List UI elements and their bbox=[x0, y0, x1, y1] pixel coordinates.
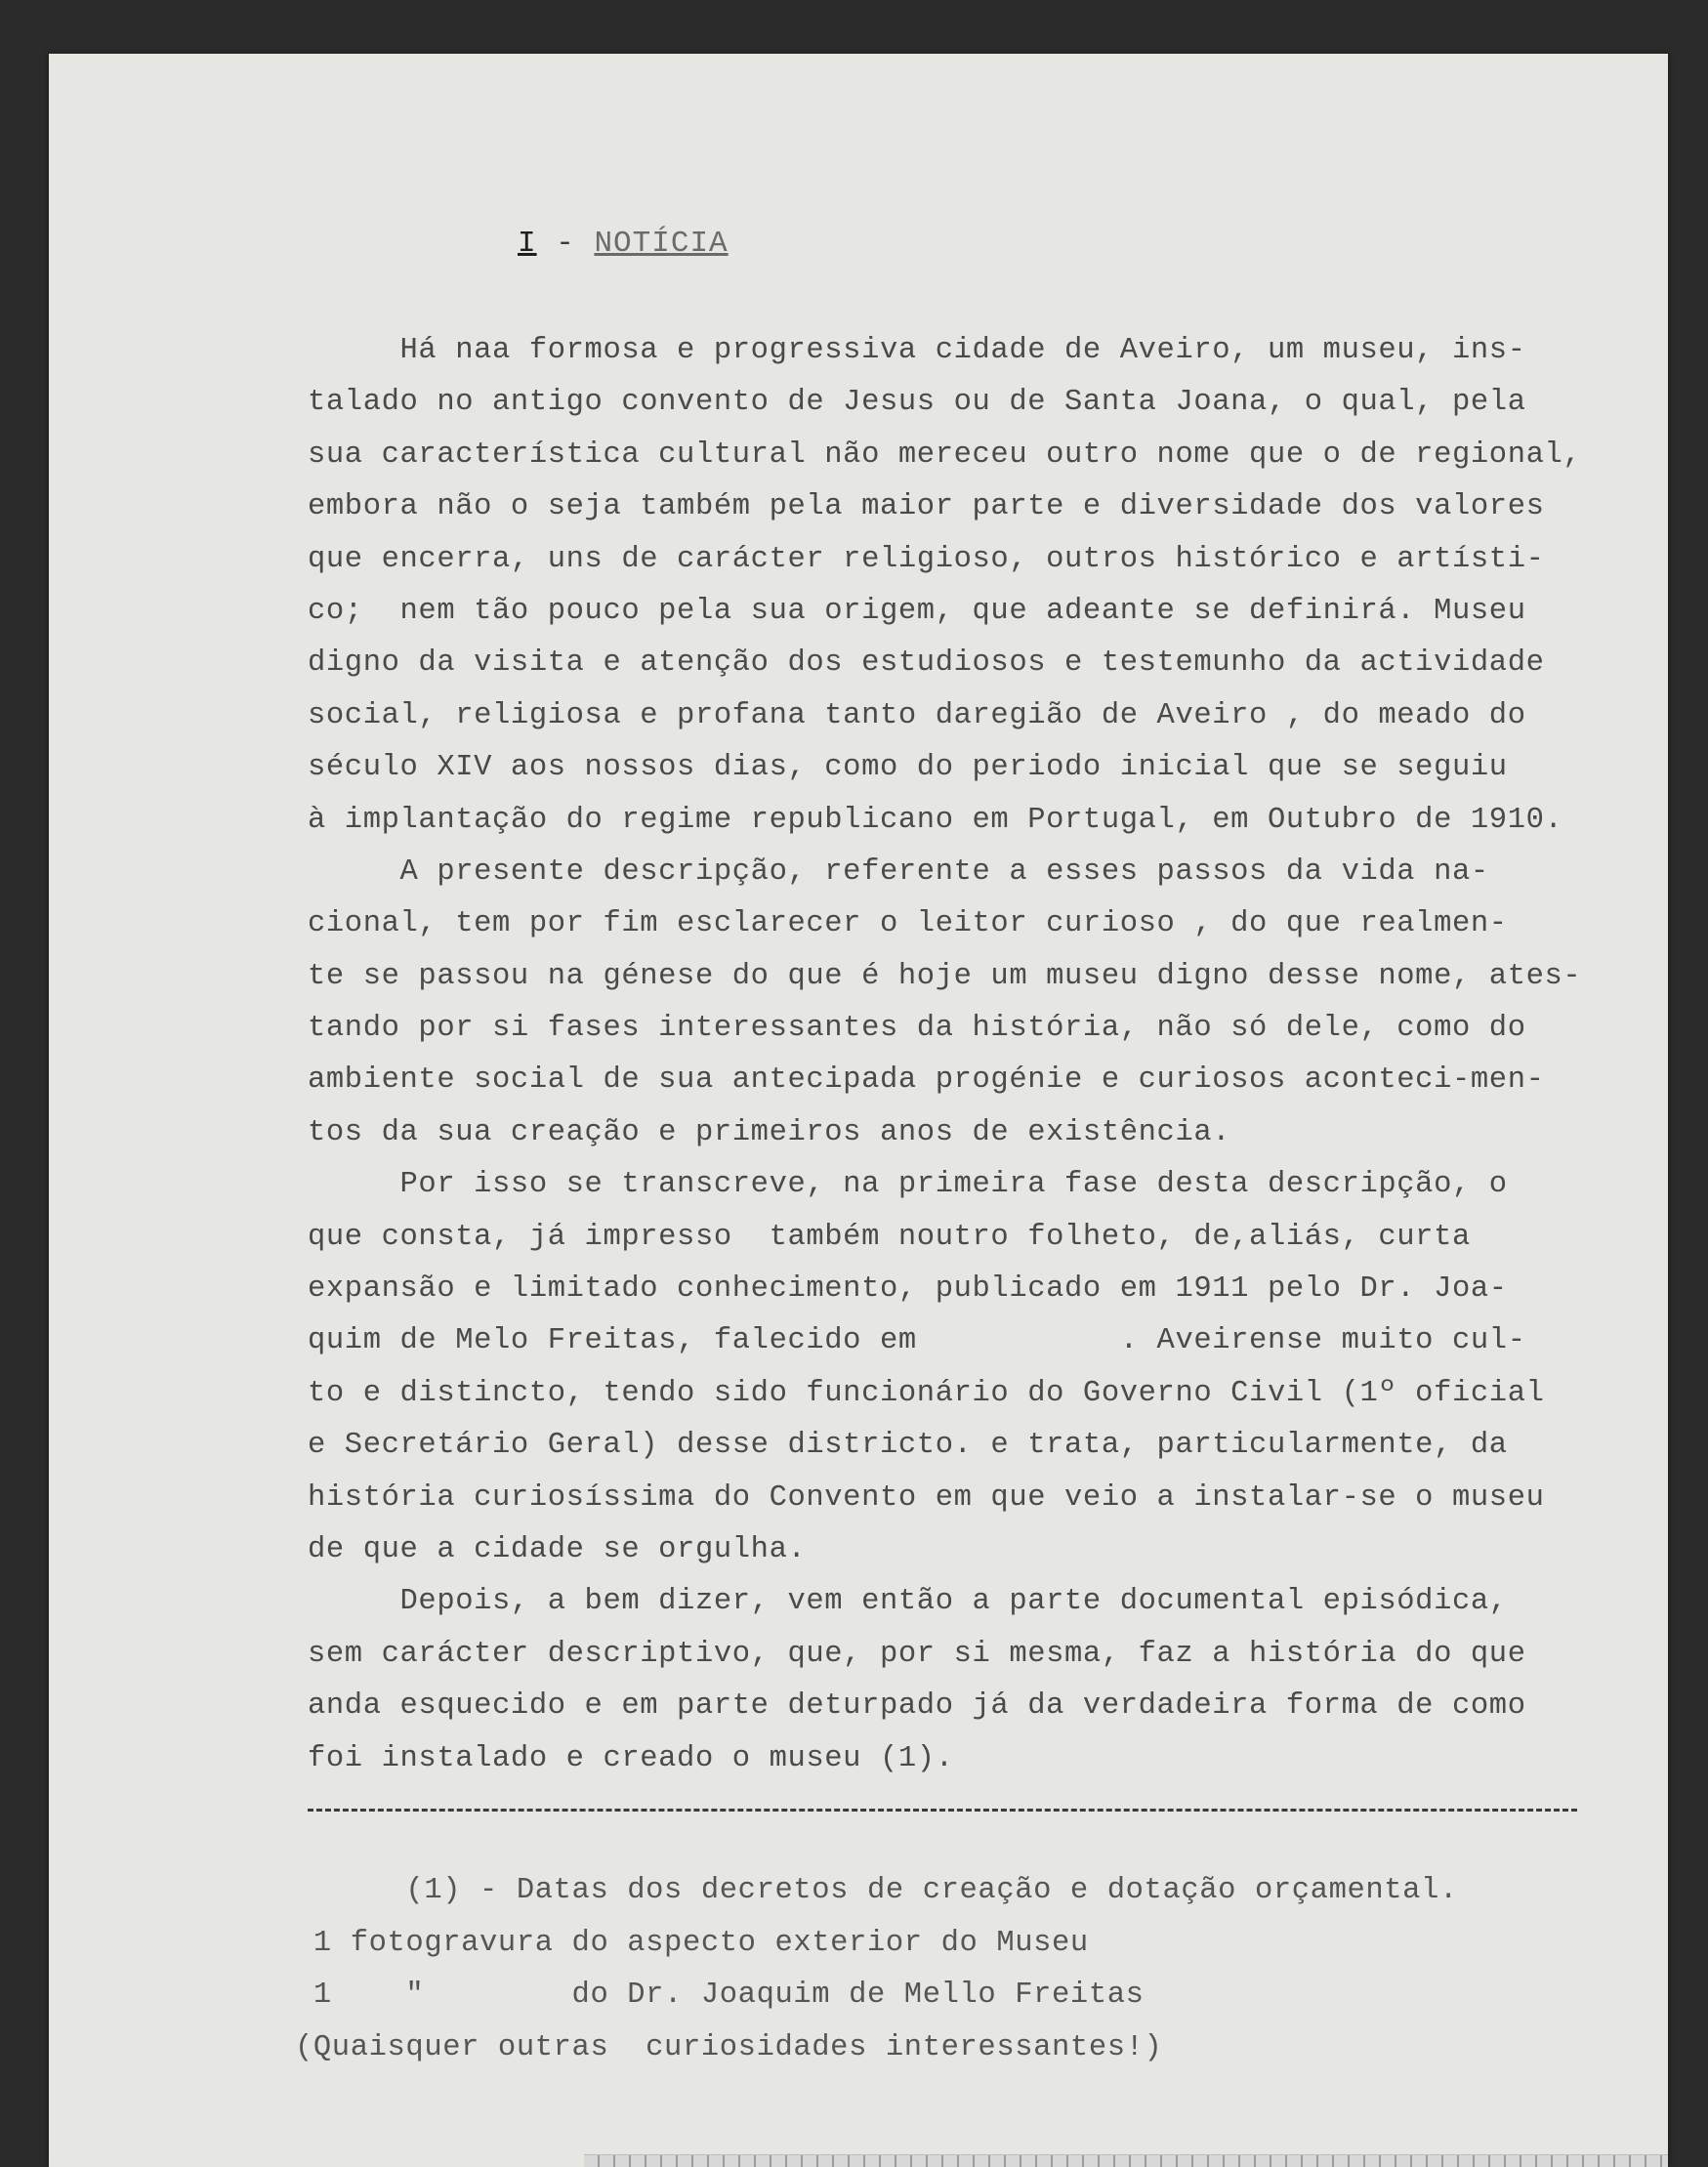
body-text-line: to e distincto, tendo sido funcionário do Governo Civil (1º oficial bbox=[308, 1376, 1545, 1410]
body-text-line: quim de Melo Freitas, falecido em . Aveirense muito cul- bbox=[308, 1324, 1526, 1358]
section-heading bbox=[518, 227, 729, 261]
body-text-line: à implantação do regime republicano em Portugal, em Outubro de 1910. bbox=[308, 803, 1563, 837]
section-number: I bbox=[518, 227, 537, 261]
body-text-line: Há naa formosa e progressiva cidade de Aveiro, um museu, ins- bbox=[308, 334, 1526, 367]
body-text-line: foi instalado e creado o museu (1). bbox=[308, 1741, 954, 1775]
body-text bbox=[308, 325, 1636, 1785]
footnote-line: 1 fotogravura do aspecto exterior do Museu bbox=[295, 1926, 1089, 1960]
scan-ruler bbox=[584, 2154, 1668, 2167]
document-page bbox=[49, 54, 1668, 2167]
body-text-line: sem carácter descriptivo, que, por si mesma, faz a história do que bbox=[308, 1637, 1526, 1671]
body-text-line: social, religiosa e profana tanto daregião de Aveiro , do meado do bbox=[308, 698, 1526, 732]
body-text-line: sua característica cultural não mereceu outro nome que o de regional, bbox=[308, 438, 1582, 472]
body-text-line: talado no antigo convento de Jesus ou de Santa Joana, o qual, pela bbox=[308, 386, 1526, 420]
footnote-line: (1) - Datas dos decretos de creação e dotação orçamental. bbox=[295, 1874, 1458, 1907]
body-text-line: que consta, já impresso também noutro folheto, de,aliás, curta bbox=[308, 1220, 1471, 1254]
body-text-line: de que a cidade se orgulha. bbox=[308, 1532, 807, 1566]
body-text-line: cional, tem por fim esclarecer o leitor curioso , do que realmen- bbox=[308, 907, 1508, 941]
footnote-line: (Quaisquer outras curiosidades interessantes!) bbox=[295, 2030, 1163, 2064]
body-text-line: tos da sua creação e primeiros anos de existência. bbox=[308, 1115, 1231, 1149]
body-text-line: co; nem tão pouco pela sua origem, que adeante se definirá. Museu bbox=[308, 594, 1526, 628]
footnote-line: 1 " do Dr. Joaquim de Mello Freitas bbox=[295, 1979, 1145, 2012]
body-text-line: digno da visita e atenção dos estudiosos e testemunho da actividade bbox=[308, 646, 1545, 681]
body-text-line: te se passou na génese do que é hoje um museu digno desse nome, ates- bbox=[308, 959, 1582, 993]
footnote-block bbox=[295, 1865, 1564, 2074]
body-text-line: Por isso se transcreve, na primeira fase desta descripção, o bbox=[308, 1168, 1508, 1202]
section-title: NOTÍCIA bbox=[594, 227, 729, 261]
body-text-line: e Secretário Geral) desse districto. e trata, particularmente, da bbox=[308, 1429, 1508, 1463]
body-text-line: tando por si fases interessantes da história, não só dele, como do bbox=[308, 1012, 1526, 1046]
body-text-line: história curiosíssima do Convento em que veio a instalar-se o museu bbox=[308, 1480, 1545, 1515]
body-text-line: ambiente social de sua antecipada progénie e curiosos aconteci-men- bbox=[308, 1063, 1545, 1098]
body-text-line: expansão e limitado conhecimento, publicado em 1911 pelo Dr. Joa- bbox=[308, 1272, 1508, 1307]
body-text-line: A presente descripção, referente a esses passos da vida na- bbox=[308, 854, 1489, 889]
body-text-line: Depois, a bem dizer, vem então a parte documental episódica, bbox=[308, 1585, 1508, 1619]
section-separator: - bbox=[556, 227, 575, 261]
body-text-line: século XIV aos nossos dias, como do periodo inicial que se seguiu bbox=[308, 751, 1508, 785]
footnote-divider bbox=[308, 1809, 1577, 1812]
body-text-line: anda esquecido e em parte deturpado já da verdadeira forma de como bbox=[308, 1689, 1526, 1724]
body-text-line: que encerra, uns de carácter religioso, outros histórico e artísti- bbox=[308, 542, 1545, 576]
body-text-line: embora não o seja também pela maior parte e diversidade dos valores bbox=[308, 490, 1545, 524]
